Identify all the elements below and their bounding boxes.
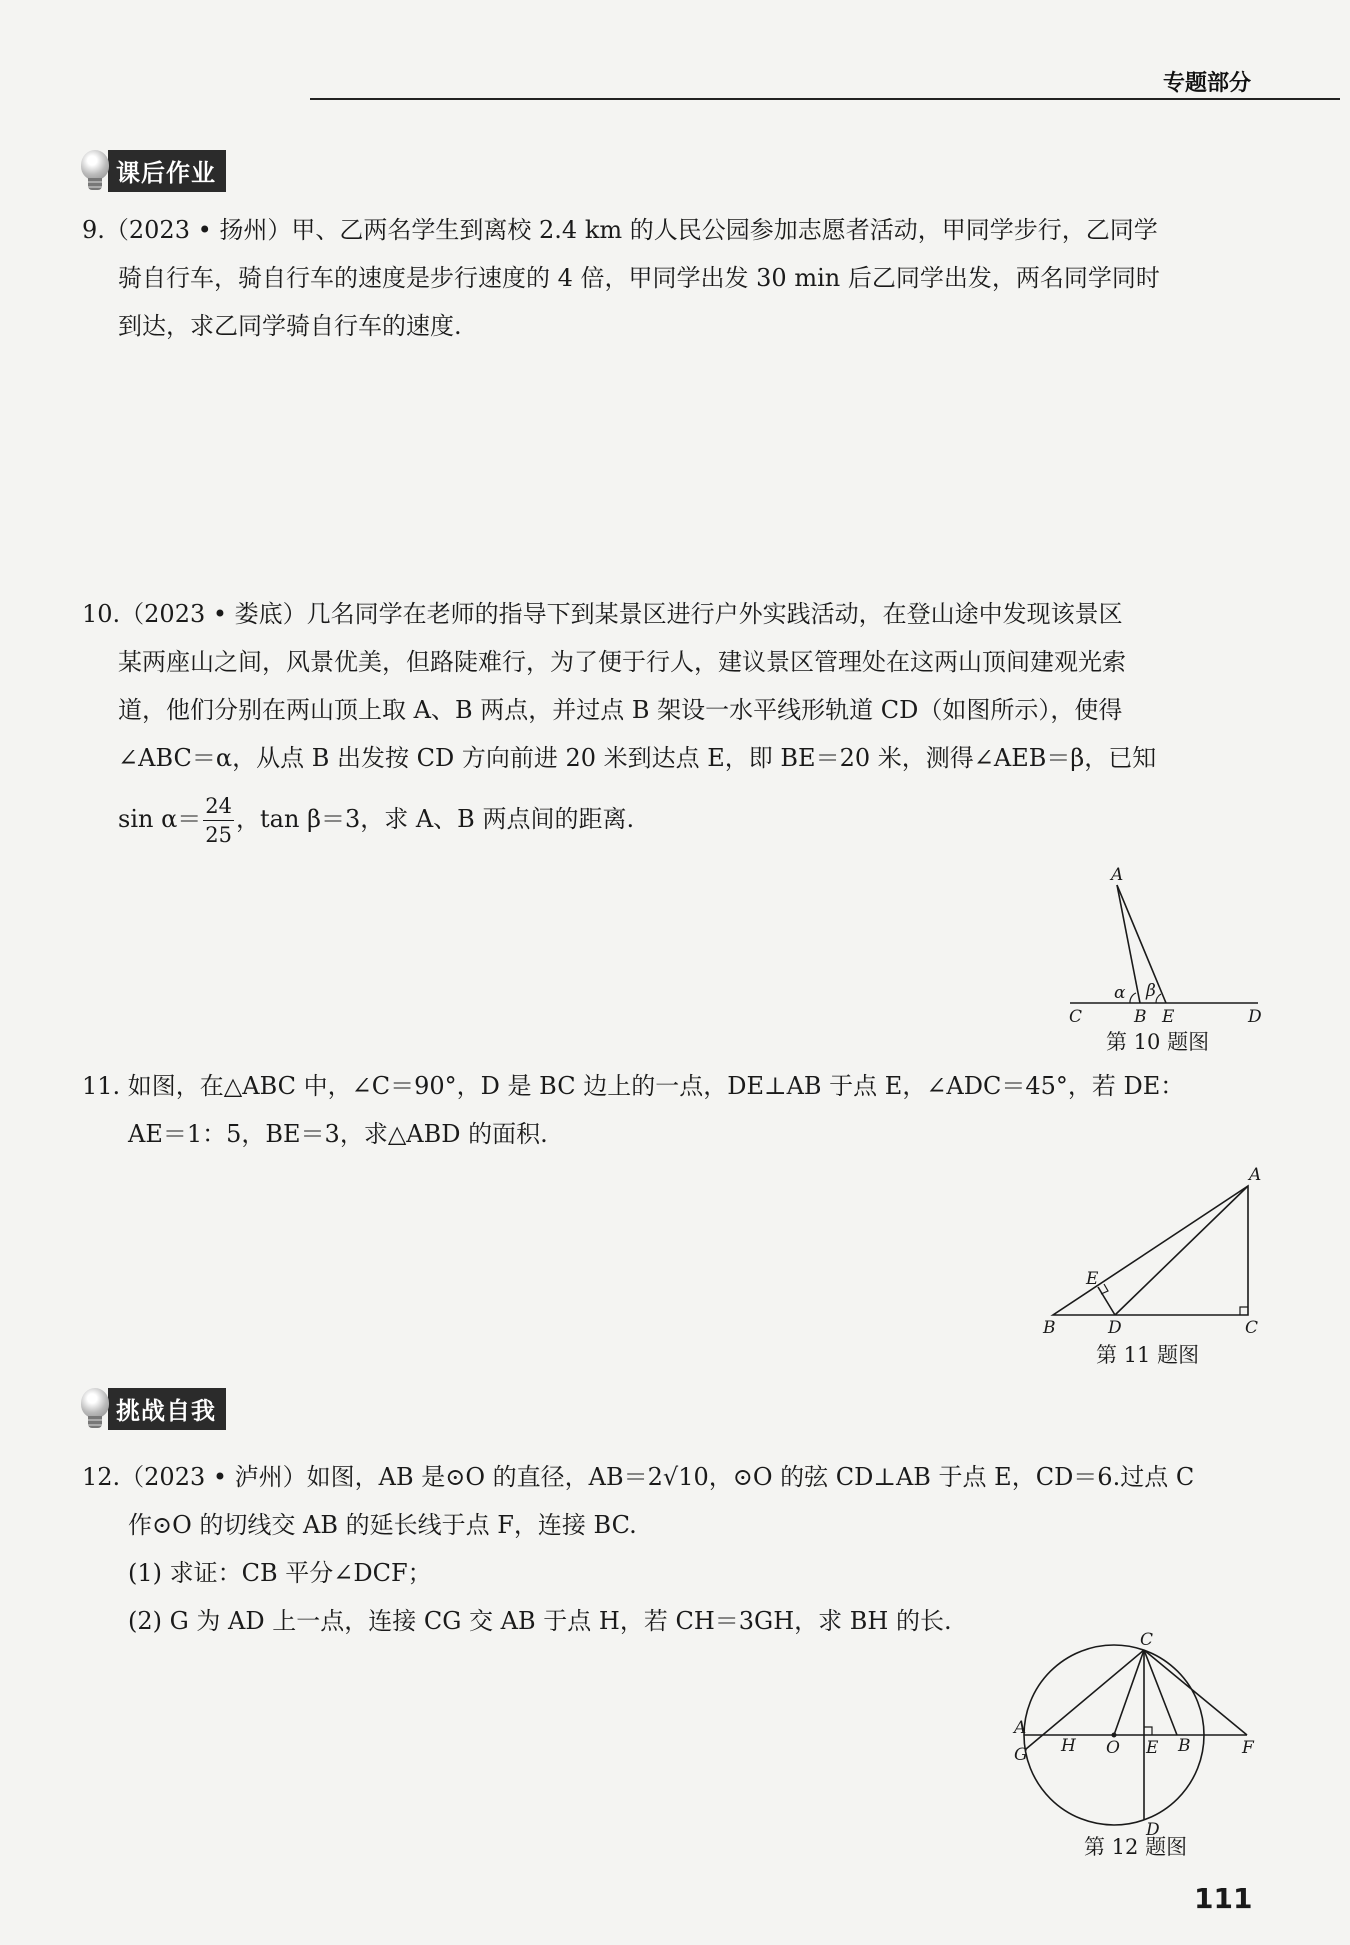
- right-angle-E: [1144, 1727, 1152, 1735]
- label-B: B: [1043, 1318, 1056, 1338]
- lightbulb-icon: [78, 150, 112, 192]
- label-E: E: [1086, 1269, 1099, 1289]
- line-AD: [1115, 1186, 1248, 1315]
- fraction-24-25: [203, 792, 234, 849]
- label-D: D: [1146, 1820, 1160, 1840]
- section-badge-challenge: [78, 1388, 226, 1430]
- figure-11-diagram: [1038, 1165, 1268, 1340]
- figure-10-diagram: [1050, 865, 1270, 1030]
- label-C: C: [1140, 1630, 1154, 1650]
- problem-11: [82, 1062, 1262, 1158]
- problem-12-line-4: (2) G 为 AD 上一点，连接 CG 交 AB 于点 H，若 CH＝3GH，求 BH 的长.: [128, 1607, 952, 1635]
- problem-10-sin-suffix: ，tan β＝3，求 A、B 两点间的距离.: [236, 805, 635, 833]
- fraction-denominator: 25: [205, 823, 233, 847]
- label-H: H: [1061, 1736, 1076, 1756]
- label-C: C: [1245, 1318, 1259, 1338]
- angle-beta-arc: [1156, 994, 1161, 1003]
- label-A: A: [1111, 865, 1124, 885]
- section-badge-homework: [78, 150, 226, 192]
- page-number: 111: [1194, 1882, 1253, 1915]
- label-D: D: [1108, 1318, 1122, 1338]
- center-point-O: [1112, 1733, 1117, 1738]
- label-F: F: [1242, 1738, 1254, 1758]
- label-B: B: [1178, 1736, 1191, 1756]
- problem-11-line-2: AE＝1：5，BE＝3，求△ABD 的面积.: [128, 1120, 548, 1148]
- figure-12-diagram: [1014, 1630, 1264, 1840]
- problem-10: [82, 590, 1262, 856]
- problem-9-line-3: 到达，求乙同学骑自行车的速度.: [118, 312, 462, 340]
- problem-10-line-2: 某两座山之间，风景优美，但路陡难行，为了便于行人，建议景区管理处在这两山顶间建观光索: [118, 648, 1126, 676]
- figure-10: [1050, 865, 1270, 1054]
- problem-12-line-2: 作⊙O 的切线交 AB 的延长线于点 F，连接 BC.: [128, 1511, 637, 1539]
- label-D: D: [1248, 1007, 1262, 1027]
- label-E: E: [1146, 1738, 1159, 1758]
- angle-alpha-arc: [1130, 993, 1136, 1003]
- figure-12: [1014, 1630, 1264, 1859]
- label-C: C: [1069, 1007, 1083, 1027]
- problem-12-line-3: (1) 求证：CB 平分∠DCF；: [128, 1559, 432, 1587]
- label-alpha: α: [1114, 983, 1126, 1003]
- section-title-homework: 课后作业: [108, 150, 226, 192]
- fraction-numerator: 24: [203, 792, 234, 821]
- label-beta: β: [1146, 981, 1156, 1001]
- figure-10-caption: 第 10 题图: [1106, 1030, 1210, 1054]
- figure-12-caption: 第 12 题图: [1084, 1835, 1188, 1859]
- tangent-CF: [1144, 1650, 1247, 1735]
- problem-12: [82, 1453, 1262, 1645]
- triangle-ABC: [1053, 1186, 1248, 1315]
- label-A: A: [1014, 1718, 1027, 1738]
- problem-9: [82, 206, 1262, 350]
- problem-10-line-5: [82, 782, 1262, 856]
- figure-11-caption: 第 11 题图: [1096, 1343, 1200, 1367]
- problem-9-line-1: 9.（2023 • 扬州）甲、乙两名学生到离校 2.4 km 的人民公园参加志愿者活动，甲同学步行，乙同学: [82, 216, 1158, 244]
- label-B: B: [1134, 1007, 1147, 1027]
- problem-10-line-1: 10.（2023 • 娄底）几名同学在老师的指导下到某景区进行户外实践活动，在登山途中发现该景区: [82, 600, 1123, 628]
- section-title-challenge: 挑战自我: [108, 1388, 226, 1430]
- label-O: O: [1106, 1738, 1120, 1758]
- problem-12-line-1: 12.（2023 • 泸州）如图，AB 是⊙O 的直径，AB＝2√10，⊙O 的弦 CD⊥AB 于点 E，CD＝6.过点 C: [82, 1463, 1195, 1491]
- figure-11: [1038, 1165, 1268, 1370]
- problem-11-line-1: 11. 如图，在△ABC 中，∠C＝90°，D 是 BC 边上的一点，DE⊥AB 于点 E，∠ADC＝45°，若 DE：: [82, 1072, 1185, 1100]
- lightbulb-icon: [78, 1388, 112, 1430]
- problem-10-line-3: 道，他们分别在两山顶上取 A、B 两点，并过点 B 架设一水平线形轨道 CD（如图所示），使得: [118, 696, 1123, 724]
- problem-9-line-2: 骑自行车，骑自行车的速度是步行速度的 4 倍，甲同学出发 30 min 后乙同学出发，两名同学同时: [118, 264, 1160, 292]
- label-E: E: [1162, 1007, 1175, 1027]
- label-A: A: [1249, 1165, 1262, 1185]
- problem-10-sin-prefix: sin α＝: [118, 805, 202, 833]
- right-angle-C: [1240, 1307, 1248, 1315]
- problem-10-line-4: ∠ABC＝α，从点 B 出发按 CD 方向前进 20 米到达点 E，即 BE＝20 米，测得∠AEB＝β，已知: [118, 744, 1157, 772]
- label-G: G: [1014, 1745, 1028, 1765]
- header-section-label: 专题部分: [1163, 71, 1252, 96]
- header-rule: [310, 98, 1340, 100]
